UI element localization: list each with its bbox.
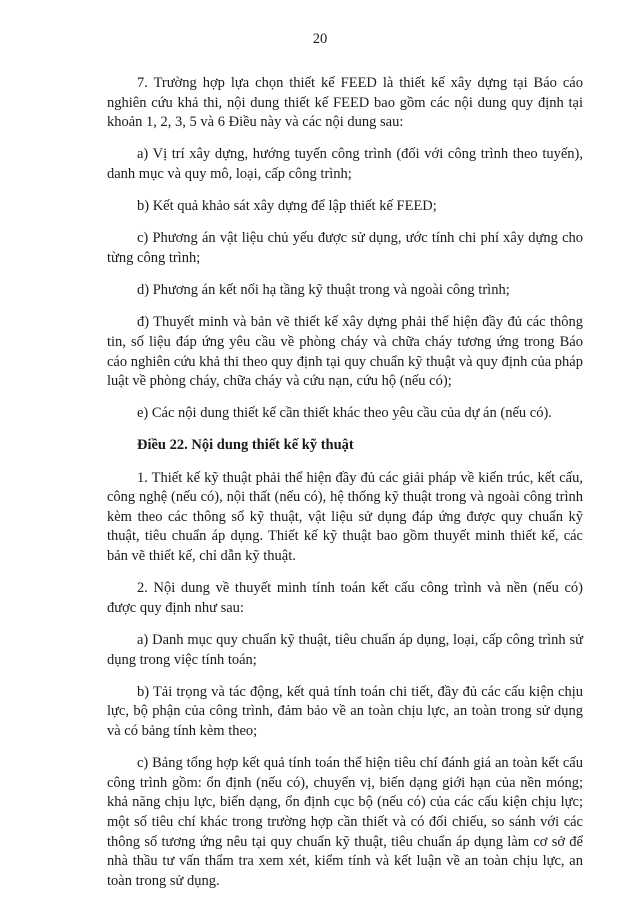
- paragraph-7: 7. Trường hợp lựa chọn thiết kế FEED là thiết kế xây dựng tại Báo cáo nghiên cứu khả thi, nội dung thiết kế FEED bao gồm các nội dung quy định tại khoản 1, 2, 3, 5 và 6 Điều này và các nội dung sau:: [107, 75, 583, 131]
- paragraph-7c: c) Phương án vật liệu chủ yếu được sử dụng, ước tính chi phí xây dựng cho từng công trình;: [107, 230, 583, 266]
- paragraph-7b: b) Kết quả khảo sát xây dựng để lập thiết kế FEED;: [137, 198, 437, 215]
- paragraph-7d: d) Phương án kết nối hạ tầng kỹ thuật trong và ngoài công trình;: [137, 282, 510, 299]
- paragraph-7a: a) Vị trí xây dựng, hướng tuyến công trình (đối với công trình theo tuyến), danh mục và quy mô, loại, cấp công trình;: [107, 146, 583, 182]
- paragraph-22-2b: b) Tải trọng và tác động, kết quả tính toán chi tiết, đầy đủ các cấu kiện chịu lực, bộ phận của công trình, đảm bảo về an toàn chịu lực, an toàn trong sử dụng và có bảng tính kèm theo;: [107, 683, 583, 739]
- article-heading: Điều 22. Nội dung thiết kế kỹ thuật: [137, 437, 354, 454]
- paragraph-22-2c: c) Bảng tổng hợp kết quả tính toán thể hiện tiêu chí đánh giá an toàn kết cấu công trình gồm: ổn định (nếu có), chuyển vị, biến dạng giới hạn của nền móng; khả năng chịu lực, biến dạng, ổn định cục bộ (nếu có) của các cấu kiện chịu lực; một số tiêu chí khác trong trường hợp cần thiết và có đối chiếu, so sánh với các thông số tương ứng nêu tại quy chuẩn kỹ thuật, tiêu chuẩn áp dụng làm cơ sở để nhà thầu tư vấn thẩm tra xem xét, kiểm tính và kết luận về an toàn chịu lực, an toàn trong sử dụng.: [107, 755, 583, 889]
- page-content: [107, 74, 583, 904]
- paragraph-22-1: 1. Thiết kế kỹ thuật phải thể hiện đầy đủ các giải pháp về kiến trúc, kết cấu, công nghệ (nếu có), nội thất (nếu có), hệ thống kỹ thuật trong và ngoài công trình kèm theo các thông số kỹ thuật, vật liệu sử dụng đáp ứng được quy chuẩn kỹ thuật, tiêu chuẩn áp dụng. Thiết kế kỹ thuật bao gồm thuyết minh thiết kế, các bản vẽ thiết kế, chỉ dẫn kỹ thuật.: [107, 469, 583, 565]
- paragraph-7e: e) Các nội dung thiết kế cần thiết khác theo yêu cầu của dự án (nếu có).: [137, 405, 552, 422]
- paragraph-22-2a: a) Danh mục quy chuẩn kỹ thuật, tiêu chuẩn áp dụng, loại, cấp công trình sử dụng trong việc tính toán;: [107, 632, 583, 668]
- paragraph-7dd: đ) Thuyết minh và bản vẽ thiết kế xây dựng phải thể hiện đầy đủ các thông tin, số liệu đáp ứng yêu cầu về phòng cháy và chữa cháy tương ứng trong Báo cáo nghiên cứu khả thi theo quy định tại quy chuẩn kỹ thuật và quy định của pháp luật về phòng cháy, chữa cháy và cứu nạn, cứu hộ (nếu có);: [107, 314, 583, 390]
- page-number: 20: [312, 31, 328, 47]
- paragraph-22-2: 2. Nội dung về thuyết minh tính toán kết cấu công trình và nền (nếu có) được quy định như sau:: [107, 580, 583, 616]
